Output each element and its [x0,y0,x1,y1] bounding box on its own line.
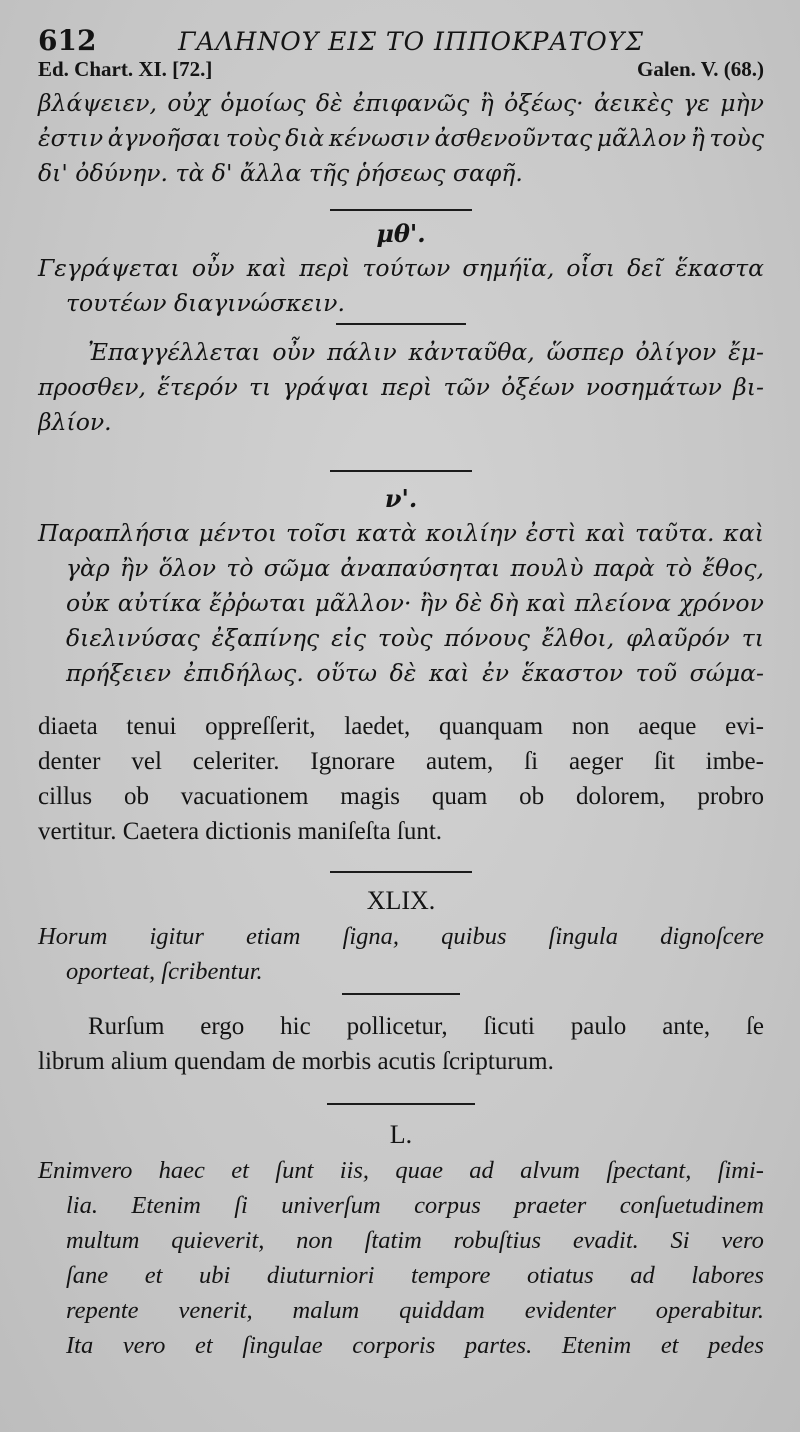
word: αὐτίκα [117,589,202,617]
word: quiddam [399,1297,485,1324]
word: τι [249,373,272,401]
word: καὶ [429,659,470,687]
word: ſigna, [342,923,400,950]
word: καὶ [526,589,567,617]
word: ἢν [119,554,149,582]
text-line: δι' ὀδύνην. τὰ δ' ἄλλα τῆς ῥήσεως σαφῆ. [38,159,523,187]
word: ſi [524,748,539,775]
word: Horum [38,923,108,950]
word: aeger [568,748,624,775]
page-number: 612 [38,24,97,57]
word: et [660,1332,679,1359]
section-rule [327,1103,475,1105]
word: lia. [66,1192,98,1219]
word: ἐπιδήλως. [183,659,304,687]
word: τῶν [443,373,490,401]
word: ἢ [690,124,705,152]
word: Si [670,1227,690,1254]
word: ἀγνοῆσαι [107,124,222,152]
text-line: oporteat, ſcribentur. [66,958,263,985]
word: ἔμ- [728,338,764,366]
word: conſuetudinem [619,1192,764,1219]
word: diuturniori [266,1262,375,1289]
word: ſe [745,1013,764,1040]
word: et [195,1332,213,1359]
text-line [38,335,764,370]
word: imbe- [705,748,764,775]
word: Enimvero [38,1157,133,1184]
word: alvum [520,1157,580,1184]
word: ad [630,1262,655,1289]
word: χρόνον [678,589,764,617]
word: ἢν [419,589,448,617]
word: ἕτερόν [157,373,238,401]
word: diaeta [38,713,98,740]
word: κἀνταῦθα, [408,338,535,366]
word: δὲ [389,659,417,687]
word: μὴν [720,89,764,117]
word: vero [122,1332,166,1359]
word: Rurſum [88,1013,165,1040]
word: τι [741,624,764,652]
word: τοῖσι [285,519,348,547]
word: tempore [411,1262,491,1289]
word: dolorem, [575,783,666,810]
word: vero [721,1227,764,1254]
word: Ignorare [310,748,396,775]
word: aeque [638,713,697,740]
word: robuſtius [453,1227,542,1254]
word: vacuationem [180,783,309,810]
word: περὶ [299,254,351,282]
word: et [231,1157,249,1184]
word: βλάψειεν, [38,89,157,117]
word: τοὺς [709,124,764,152]
word: quam [431,783,488,810]
word: ὅλον [158,554,217,582]
word: εἰς [331,624,367,652]
word: paulo [570,1013,627,1040]
word: ſingula [548,923,618,950]
text-line: vertitur. Caetera dictionis maniſeſta ſunt. [38,818,443,845]
text-line [38,1293,764,1328]
word: ἐστιν [38,124,104,152]
word: οὖν [272,338,316,366]
word: ἐν [482,659,510,687]
word: quanquam [438,713,544,740]
word: autem, [425,748,494,775]
word: ὀλίγον [635,338,717,366]
word: ὥσπερ [546,338,624,366]
word: ἢ [479,89,494,117]
word: βι- [733,373,764,401]
word: μᾶλλον [596,124,687,152]
word: ὀξέων [501,373,575,401]
word: ἀεικὲς [593,89,673,117]
word: probro [697,783,764,810]
text-line [38,919,764,954]
word: καὶ [585,519,627,547]
latin-commentary-49 [38,1009,764,1079]
word: praeter [514,1192,587,1219]
word: οὖν [191,254,235,282]
word: Παραπλήσια [38,519,190,547]
word: φλαῦρόν [626,624,730,652]
word: tenui [126,713,177,740]
latin-lemma-49 [38,919,764,989]
section-rule [330,470,472,472]
text-line [38,621,764,656]
text-line [38,709,764,744]
word: hic [280,1013,311,1040]
word: ob [123,783,149,810]
word: igitur [149,923,204,950]
word: Ἐπαγγέλλεται [88,338,261,366]
word: καὶ [246,254,288,282]
text-line: βλίον. [38,408,112,436]
word: ἔλθοι, [541,624,615,652]
word: univerſum [281,1192,381,1219]
word: Γεγράψεται [38,254,180,282]
word: κένωσιν [328,124,430,152]
edition-left: Ed. Chart. XI. [72.] [38,57,213,81]
word: ἔθος, [702,554,764,582]
word: κατὰ [356,519,417,547]
word: πουλὺ [510,554,584,582]
word: ante, [662,1013,711,1040]
word: ἐξαπίνης [211,624,320,652]
greek-lemma-50 [38,516,764,691]
text-line [38,551,764,586]
word: magis [340,783,401,810]
word: multum [66,1227,140,1254]
word: οὐχ [167,89,211,117]
word: σώμα- [689,659,764,687]
word: ταῦτα. [635,519,715,547]
word: ſit [653,748,675,775]
latin-section-number-50: L. [389,1120,413,1149]
word: dignoſcere [660,923,764,950]
text-line [38,779,764,814]
word: ἐστὶ [525,519,577,547]
word: operabitur. [655,1297,764,1324]
word: vel [131,748,162,775]
word: ἕκαστον [521,659,624,687]
text-line: τουτέων διαγινώσκειν. [66,289,345,317]
text-line [38,1223,764,1258]
running-title: ΓΑΛΗΝΟΥ ΕΙΣ ΤΟ ΙΠΠΟΚΡΑΤΟΥΣ [178,27,644,56]
word: τὸ [665,554,693,582]
word: quieverit, [171,1227,265,1254]
word: σημήϊα, [462,254,555,282]
word: venerit, [178,1297,253,1324]
word: corpus [414,1192,481,1219]
word: et [144,1262,163,1289]
greek-section-number-50: ν'. [384,484,418,513]
section-rule [336,323,466,325]
word: διὰ [285,124,325,152]
word: ἔῤῥωται [209,589,307,617]
word: ſicuti [483,1013,535,1040]
text-line [38,251,764,286]
text-line [38,1188,764,1223]
word: διελινύσας [66,624,200,652]
word: quibus [441,923,507,950]
text-line [38,86,764,121]
word: pedes [708,1332,764,1359]
word: ſingulae [242,1332,323,1359]
word: ſtatim [364,1227,422,1254]
word: παρὰ [593,554,655,582]
section-rule [330,871,472,873]
word: ſpectant, [606,1157,692,1184]
word: ſi [234,1192,248,1219]
word: πλείονα [574,589,672,617]
word: evidenter [524,1297,616,1324]
word: evadit. [572,1227,639,1254]
word: δὲ [455,589,483,617]
word: τούτων [362,254,451,282]
greek-lemma-49 [38,251,764,321]
word: Etenim [561,1332,632,1359]
section-rule [342,993,460,995]
word: ἕκαστα [675,254,764,282]
word: ergo [200,1013,245,1040]
word: μέντοι [198,519,278,547]
word: quae [395,1157,443,1184]
word: τὸ [226,554,254,582]
word: πάλιν [326,338,397,366]
word: iis, [339,1157,369,1184]
word: Etenim [131,1192,201,1219]
word: σῶμα [263,554,331,582]
word: repente [66,1297,139,1324]
text-line [38,1153,764,1188]
greek-section-number-49: μθ'. [376,219,426,248]
word: πρήξειεν [66,659,172,687]
word: οὕτω [316,659,378,687]
word: ἐπιφανῶς [353,89,470,117]
text-line [38,370,764,405]
word: celeriter. [192,748,280,775]
text-line [38,1258,764,1293]
word: δεῖ [627,254,664,282]
word: ubi [199,1262,231,1289]
word: Ita [66,1332,94,1359]
word: evi- [725,713,764,740]
word: κοιλίην [425,519,517,547]
word: τοὺς [377,624,433,652]
word: haec [158,1157,205,1184]
text-line [38,1009,764,1044]
section-rule [330,209,472,211]
word: malum [292,1297,360,1324]
word: περὶ [381,373,433,401]
edition-right: Galen. V. (68.) [637,57,764,81]
text-line: librum alium quendam de morbis acutis ſcripturum. [38,1048,554,1075]
word: ad [469,1157,494,1184]
word: οὐκ [66,589,110,617]
word: partes. [464,1332,533,1359]
text-line [38,744,764,779]
word: οἷσι [566,254,616,282]
text-line [38,1328,764,1363]
word: ob [519,783,545,810]
edition-line [38,52,764,86]
latin-section-number-49: XLIX. [366,886,436,915]
word: καὶ [723,519,764,547]
latin-top-text [38,709,764,849]
page-header [38,0,764,57]
text-line [38,656,764,691]
text-line [38,121,764,156]
word: ὀξέως· [504,89,584,117]
word: νοσημάτων [585,373,722,401]
word: corporis [352,1332,436,1359]
word: oppreſſerit, [205,713,316,740]
word: non [571,713,610,740]
word: ἀσθενοῦντας [434,124,593,152]
word: labores [691,1262,764,1289]
text-line [38,586,764,621]
word: γὰρ [66,554,110,582]
word: ſunt [275,1157,314,1184]
word: ſane [66,1262,109,1289]
greek-commentary-49 [38,335,764,440]
word: cillus [38,783,93,810]
latin-lemma-50 [38,1153,764,1363]
word: ſimi- [717,1157,764,1184]
word: ἀναπαύσηται [340,554,501,582]
word: laedet, [344,713,411,740]
word: γε [683,89,710,117]
word: denter [38,748,101,775]
text-line [38,516,764,551]
word: δὴ [490,589,519,617]
word: otiatus [527,1262,594,1289]
word: μᾶλλον· [314,589,412,617]
greek-top-text [38,86,764,191]
word: προσθεν, [38,373,146,401]
word: πόνους [444,624,530,652]
word: τοὺς [225,124,281,152]
word: δὲ [315,89,343,117]
word: non [296,1227,333,1254]
word: γράψαι [282,373,370,401]
word: ὁμοίως [220,89,306,117]
word: pollicetur, [346,1013,448,1040]
word: etiam [246,923,301,950]
word: τοῦ [635,659,678,687]
